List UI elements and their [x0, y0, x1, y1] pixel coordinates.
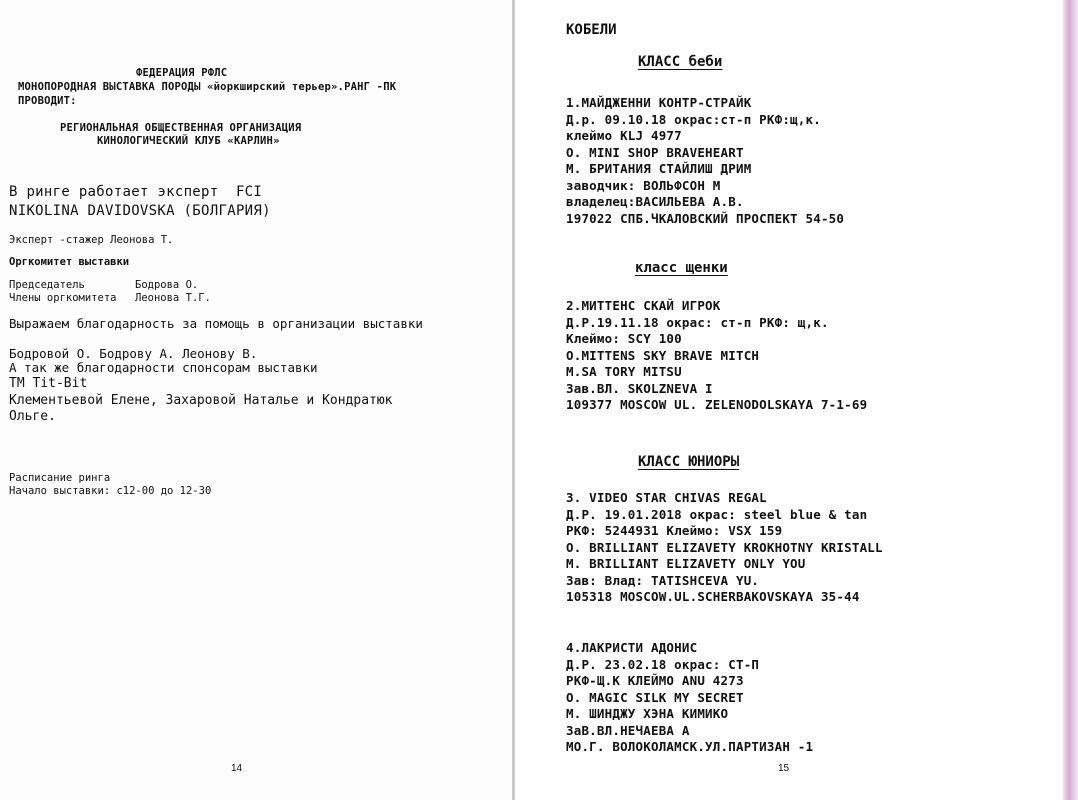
class-baby-heading: КЛАСС беби	[638, 54, 723, 70]
chairman-label: Председатель	[9, 279, 85, 291]
page-number-left: 14	[231, 763, 243, 774]
entry-line: М. BRILLIANT ELIZAVETY ONLY YOU	[566, 556, 806, 571]
entry-line: Клеймо: SCY 100	[566, 331, 682, 346]
sponsors-names-2: Ольге.	[9, 409, 56, 424]
federation-title: ФЕДЕРАЦИЯ РФЛС	[136, 67, 228, 79]
entry-line: М. БРИТАНИЯ СТАЙЛИШ ДРИМ	[566, 161, 752, 176]
organization-line-2: КИНОЛОГИЧЕСКИЙ КЛУБ «КАРЛИН»	[97, 135, 280, 147]
entry-line: РКФ-Щ.К КЛЕЙМО ANU 4273	[566, 673, 744, 688]
schedule-start: Начало выставки: с12-00 до 12-30	[9, 485, 212, 497]
sponsors-line: А так же благодарности спонсорам выставки	[9, 360, 318, 375]
entry-line: Д.р. 09.10.18 окрас:ст-п РКФ:щ,к.	[566, 111, 821, 127]
trainee-expert: Эксперт -стажер Леонова Т.	[9, 234, 174, 246]
entry-line: Д.Р.19.11.18 окрас: ст-п РКФ: щ,к.	[566, 314, 829, 330]
conducts-label: ПРОВОДИТ:	[18, 95, 77, 107]
entry-line: Д.Р. 23.02.18 окрас: СТ-П	[566, 656, 760, 672]
entry-line: Д.Р. 19.01.2018 окрас: steel blue & tan	[566, 506, 868, 522]
sponsor-trademark: ТМ Tit-Bit	[9, 376, 88, 391]
entry-line: О.MITTENS SKY BRAVE MITCH	[566, 347, 760, 363]
thanks-names: Бодровой О. Бодрову А. Леонову В.	[9, 346, 258, 361]
expert-line-2: NIKOLINA DAVIDOVSKA (БОЛГАРИЯ)	[9, 203, 271, 219]
class-junior-heading: КЛАСС ЮНИОРЫ	[638, 454, 740, 470]
entry-line: клеймо KLJ 4977	[566, 128, 682, 143]
members-label: Члены оргкомитета	[9, 292, 117, 304]
entry-line: О. MAGIC SILK MY SECRET	[566, 689, 744, 705]
page-edge	[1063, 0, 1078, 800]
entry-line: Зав.ВЛ. SKOLZNEVA I	[566, 380, 713, 396]
entry-line: 3. VIDEO STAR CHIVAS REGAL	[566, 490, 767, 505]
entry-line: О. MINI SHOP BRAVEHEART	[566, 144, 744, 160]
entry-line: заводчик: ВОЛЬФСОН М	[566, 177, 721, 193]
entry-line: Зав: Влад: TATISHCEVA YU.	[566, 572, 760, 588]
entry-line: МО.Г. ВОЛОКОЛАМСК.УЛ.ПАРТИЗАН -1	[566, 739, 814, 754]
thanks-line: Выражаем благодарность за помощь в организации выставки	[9, 316, 423, 331]
show-title: МОНОПОРОДНАЯ ВЫСТАВКА ПОРОДЫ «йоркширский терьер».РАНГ -ПК	[18, 81, 397, 93]
sponsors-names-1: Клементьевой Елене, Захаровой Наталье и Кондратюк	[9, 393, 393, 408]
entry-line: 109377 MOSCOW UL. ZELENODOLSKAYA 7-1-69	[566, 397, 868, 412]
committee-title: Оргкомитет выставки	[9, 256, 130, 268]
entry-line: РКФ: 5244931 Клеймо: VSX 159	[566, 523, 783, 538]
members-name: Леонова Т.Г.	[135, 292, 211, 304]
entry-line: 4.ЛАКРИСТИ АДОНИС	[566, 640, 698, 655]
entry-line: 1.МАЙДЖЕННИ КОНТР-СТРАЙК	[566, 95, 752, 110]
chairman-name: Бодрова О.	[135, 279, 199, 291]
entry-line: О. BRILLIANT ELIZAVETY KROKHOTNY KRISTALL	[566, 539, 883, 555]
entry-line: М.SA TORY MITSU	[566, 364, 682, 379]
class-puppy-heading: класс щенки	[635, 260, 728, 276]
entry-line: 2.МИТТЕНС СКАЙ ИГРОК	[566, 298, 721, 313]
right-page	[515, 0, 1063, 800]
organization-line-1: РЕГИОНАЛЬНАЯ ОБЩЕСТВЕННАЯ ОРГАНИЗАЦИЯ	[60, 122, 302, 134]
entry-line: владелец:ВАСИЛЬЕВА А.В.	[566, 194, 744, 209]
entry-line: 105318 MOSCOW.UL.SCHERBAKOVSKAYA 35-44	[566, 589, 860, 604]
left-page	[0, 0, 513, 800]
schedule-title: Расписание ринга	[9, 472, 111, 484]
entry-line: ЗаВ.ВЛ.НЕЧАЕВА А	[566, 722, 690, 738]
entry-line: 197022 СПБ.ЧКАЛОВСКИЙ ПРОСПЕКТ 54-50	[566, 210, 845, 226]
expert-line-1: В ринге работает эксперт FCI	[9, 184, 263, 200]
section-title: КОБЕЛИ	[566, 22, 617, 38]
entry-line: М. ШИНДЖУ ХЭНА КИМИКО	[566, 706, 729, 721]
page-number-right: 15	[778, 763, 790, 774]
